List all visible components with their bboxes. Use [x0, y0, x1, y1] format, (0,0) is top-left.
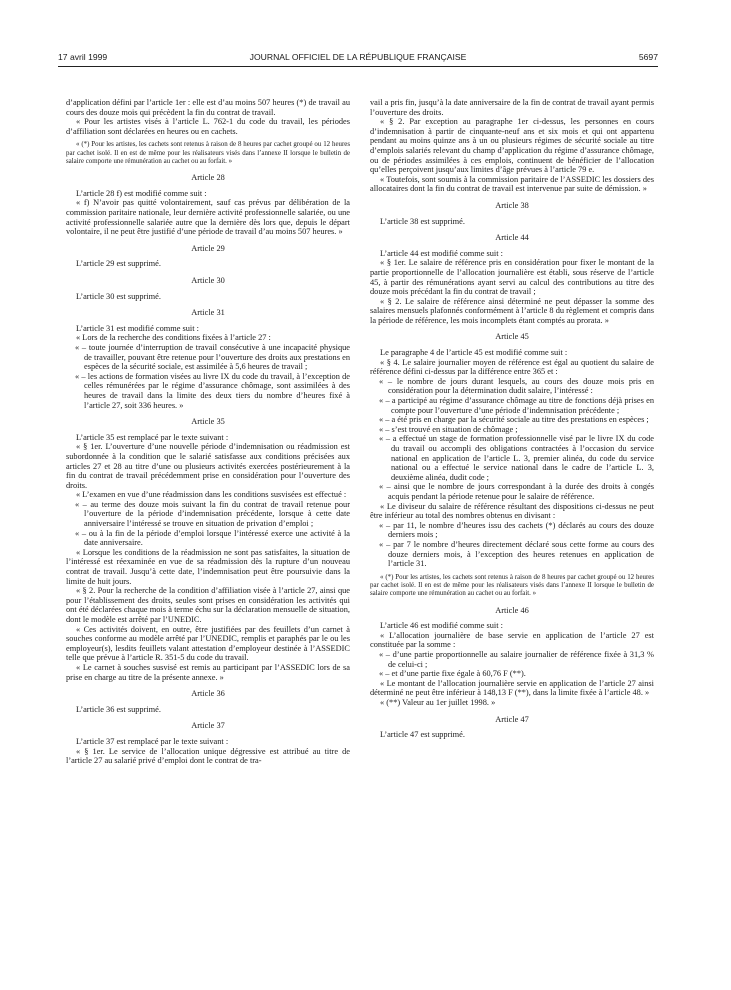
article-heading: Article 37 [191, 721, 225, 731]
paragraph: « (**) Valeur au 1er juillet 1998. » [380, 697, 496, 707]
article-heading: Article 35 [191, 417, 225, 427]
article-heading: Article 29 [191, 243, 225, 253]
paragraph: d’application défini par l’article 1er : elle est d’au moins 507 heures (*) de travail au cours des douze mois qui précèdent la fin du contrat de travail. [66, 98, 350, 117]
paragraph: L’article 31 est modifié comme suit : [76, 323, 199, 333]
paragraph: « L’allocation journalière de base servie en application de l’article 27 est constituée par la somme : [370, 630, 654, 650]
article-heading: Article 44 [495, 233, 529, 243]
paragraph: L’article 46 est modifié comme suit : [380, 621, 503, 631]
left-column [66, 98, 350, 978]
article-heading: Article 46 [495, 605, 529, 615]
paragraph: L’article 37 est remplacé par le texte suivant : [76, 736, 229, 746]
paragraph: « § 2. Le salaire de référence ainsi déterminé ne peut dépasser la somme des salaires mensuels plafonnés conformément à l’article 8 du règlement et compris dans la période de référence, les mois incomplets étant comptés au prorata. » [370, 296, 654, 325]
paragraph: « § 2. Par exception au paragraphe 1er ci-dessus, les personnes en cours d’indemnisation à partir de cinquante-neuf ans et six mois et qui ont appartenu pendant au moins quinze ans à un ou plusieurs régimes de sécurité sociale au titre d’emplois salariés relevant du champ d’application du régime d’assurance chômage, ou de périodes assimilées à ces emplois, continuent de bénéficier de l’allocation qu’elles perçoivent jusqu’aux limites d’âge prévues à l’article 79 e. [370, 117, 654, 175]
paragraph: « Lorsque les conditions de la réadmission ne sont pas satisfaites, la situation de l’intéressé est réexaminée en vue de sa réadmission dès la rupture d’un nouveau contrat de travail. Jusqu’à cette date, l’indemnisation peut être poursuivie dans la limite de huit jours. [66, 547, 350, 586]
paragraph: L’article 30 est supprimé. [76, 291, 161, 301]
article-heading: Article 30 [191, 276, 225, 286]
list-item: « – le nombre de jours durant lesquels, au cours des douze mois pris en considération pour la détermination dudit salaire, l’intéressé : [379, 376, 654, 396]
list-item: « – a effectué un stage de formation professionnelle visé par le livre IX du code du travail ou accompli des obligations contractées à l’occasion du service national en application de l’article L. 3, premier alinéa, du code du service national ou a effectué le service national dans le cadre de l’article L. 3, deuxième alinéa, dudit code ; [379, 434, 654, 482]
list-item: « – par 7 le nombre d’heures directement déclaré sous cette forme au cours des douze derniers mois, à l’exception des heures retenues en application de l’article 31. [379, 539, 654, 569]
article-heading: Article 47 [495, 714, 529, 724]
list-item: « – a été pris en charge par la sécurité sociale au titre des prestations en espèces ; [379, 415, 649, 425]
paragraph: L’article 35 est remplacé par le texte suivant : [76, 432, 229, 442]
footnote: « (*) Pour les artistes, les cachets sont retenus à raison de 8 heures par cachet groupé ou 12 heures par cachet isolé. Il en est de même pour les réalisateurs visés dans l’annexe II lorsque le bulletin de salaire comporte une rémunération au cachet ou au forfait. » [66, 141, 350, 165]
paragraph: « Le montant de l’allocation journalière servie en application de l’article 27 ainsi déterminé ne peut être inférieur à 148,13 F (**), dans la limite fixée à l’article 48. » [370, 678, 654, 698]
paragraph: « f) N’avoir pas quitté volontairement, sauf cas prévus par délibération de la commission paritaire nationale, leur dernière activité professionnelle salariée, ou une activité professionnelle salariée autre que la dernière dès lors que, depuis le départ volontaire, il ne peut être justifié d’une période de travail d’au moins 507 heures. » [66, 198, 350, 237]
paragraph: L’article 47 est supprimé. [380, 730, 465, 740]
paragraph: « Lors de la recherche des conditions fixées à l’article 27 : [76, 333, 271, 343]
article-heading: Article 38 [495, 200, 529, 210]
paragraph: L’article 36 est supprimé. [76, 704, 161, 714]
list-item: « – ou à la fin de la période d’emploi lorsque l’intéressé exerce une activité à la date anniversaire. [75, 528, 350, 548]
paragraph: « Ces activités doivent, en outre, être justifiées par des feuillets d’un carnet à souches conforme au modèle arrêté par l’UNEDIC, remplis et paraphés par le ou les employeur(s), lesdits feuillets valant attestation d’employeur destinée à l’ASSEDIC telle que prévue à l’article R. 351-5 du code du travail. [66, 624, 350, 663]
list-item: « – par 11, le nombre d’heures issu des cachets (*) déclarés au cours des douze derniers mois ; [379, 520, 654, 540]
header-date: 17 avril 1999 [58, 52, 108, 62]
paragraph: « Le diviseur du salaire de référence résultant des dispositions ci-dessus ne peut être inférieur au total des nombres obtenus en divisant : [370, 501, 654, 521]
paragraph: « § 1er. Le salaire de référence pris en considération pour fixer le montant de la partie proportionnelle de l’allocation journalière est établi, sous réserve de l’article 45, à partir des rémunérations ayant servi au calcul des contributions au titre des douze mois précédant la fin du contrat de travail ; [370, 258, 654, 297]
paragraph: « L’examen en vue d’une réadmission dans les conditions susvisées est effectué : [76, 490, 347, 500]
paragraph: vail a pris fin, jusqu’à la date anniversaire de la fin de contrat de travail ayant permis l’ouverture des droits. [370, 98, 654, 117]
paragraph: « § 1er. Le service de l’allocation unique dégressive est attribué au titre de l’article 27 au salarié privé d’emploi dont le contrat de tra- [66, 746, 350, 766]
paragraph: « Toutefois, sont soumis à la commission paritaire de l’ASSEDIC les dossiers des allocataires dont la fin du contrat de travail est intervenue par suite de démission. » [370, 174, 654, 194]
list-item: « – au terme des douze mois suivant la fin du contrat de travail retenue pour l’ouverture de la période d’indemnisation précédente, lorsque à cette date anniversaire l’intéressé se trouve en situation de privation d’emploi ; [75, 499, 350, 529]
paragraph: « § 2. Pour la recherche de la condition d’affiliation visée à l’article 27, ainsi que pour l’établissement des droits, seules sont prises en considération les activités qui ont été déclarées chaque mois à terme échu sur la déclaration mensuelle de situation, dont le modèle est arrêté par l’UNEDIC. [66, 586, 350, 625]
paragraph: L’article 28 f) est modifié comme suit : [76, 188, 207, 198]
list-item: « – toute journée d’interruption de travail consécutive à une incapacité physique de travailler, pouvant être retenue pour l’ouverture des droits aux prestations en espèces de la sécurité sociale, est assimilée à 5,6 heures de travail ; [75, 342, 350, 372]
article-heading: Article 31 [191, 308, 225, 318]
paragraph: Le paragraphe 4 de l’article 45 est modifié comme suit : [380, 348, 568, 358]
paragraph: L’article 44 est modifié comme suit : [380, 248, 503, 258]
header-rule [58, 66, 658, 67]
paragraph: L’article 38 est supprimé. [380, 216, 465, 226]
list-item: « – ainsi que le nombre de jours correspondant à la durée des droits à congés acquis pendant la période retenue pour le salaire de référence. [379, 482, 654, 501]
paragraph: L’article 29 est supprimé. [76, 259, 161, 269]
article-heading: Article 36 [191, 689, 225, 699]
page-header [58, 52, 658, 66]
list-item: « – et d’une partie fixe égale à 60,76 F (**). [379, 669, 526, 679]
footnote: « (*) Pour les artistes, les cachets sont retenus à raison de 8 heures par cachet groupé ou 12 heures par cachet isolé. Il en est de même pour les réalisateurs visés dans l’annexe II lorsque le bulletin de salaire comporte une rémunération au cachet ou au forfait. » [370, 573, 654, 598]
paragraph: « § 4. Le salaire journalier moyen de référence est égal au quotient du salaire de référence défini ci-dessus par la différence entre 365 et : [370, 357, 654, 377]
header-title: JOURNAL OFFICIEL DE LA RÉPUBLIQUE FRANÇAISE [249, 52, 467, 62]
paragraph: « Pour les artistes visés à l’article L. 762-1 du code du travail, les périodes d’affiliation sont déclarées en heures ou en cachets. [66, 117, 350, 136]
header-page-number: 5697 [638, 52, 658, 62]
paragraph: « Le carnet à souches susvisé est remis au participant par l’ASSEDIC lors de sa prise en charge au titre de la présente annexe. » [66, 662, 350, 682]
list-item: « – a participé au régime d’assurance chômage au titre de fonctions déjà prises en compte pour l’ouverture d’une période d’indemnisation précédente ; [379, 396, 654, 415]
article-heading: Article 45 [495, 332, 529, 342]
list-item: « – d’une partie proportionnelle au salaire journalier de référence fixée à 31,3 % de celui-ci ; [379, 649, 654, 669]
list-item: « – s’est trouvé en situation de chômage ; [379, 424, 518, 434]
right-column [370, 98, 654, 978]
article-heading: Article 28 [191, 173, 225, 183]
paragraph: « § 1er. L’ouverture d’une nouvelle période d’indemnisation ou réadmission est subordonnée à la condition que le salarié satisfasse aux conditions précisées aux articles 27 et 28 au titre d’une ou plusieurs activités exercées postérieurement à la fin du contrat de travail précédemment prise en considération pour l’ouverture des droits. [66, 442, 350, 490]
list-item: « – les actions de formation visées au livre IX du code du travail, à l’exception de celles rémunérées par le régime d’assurance chômage, sont assimilées à des heures de travail dans la limite des deux tiers du nombre d’heures fixé à l’article 27, soit 336 heures. » [75, 371, 350, 410]
